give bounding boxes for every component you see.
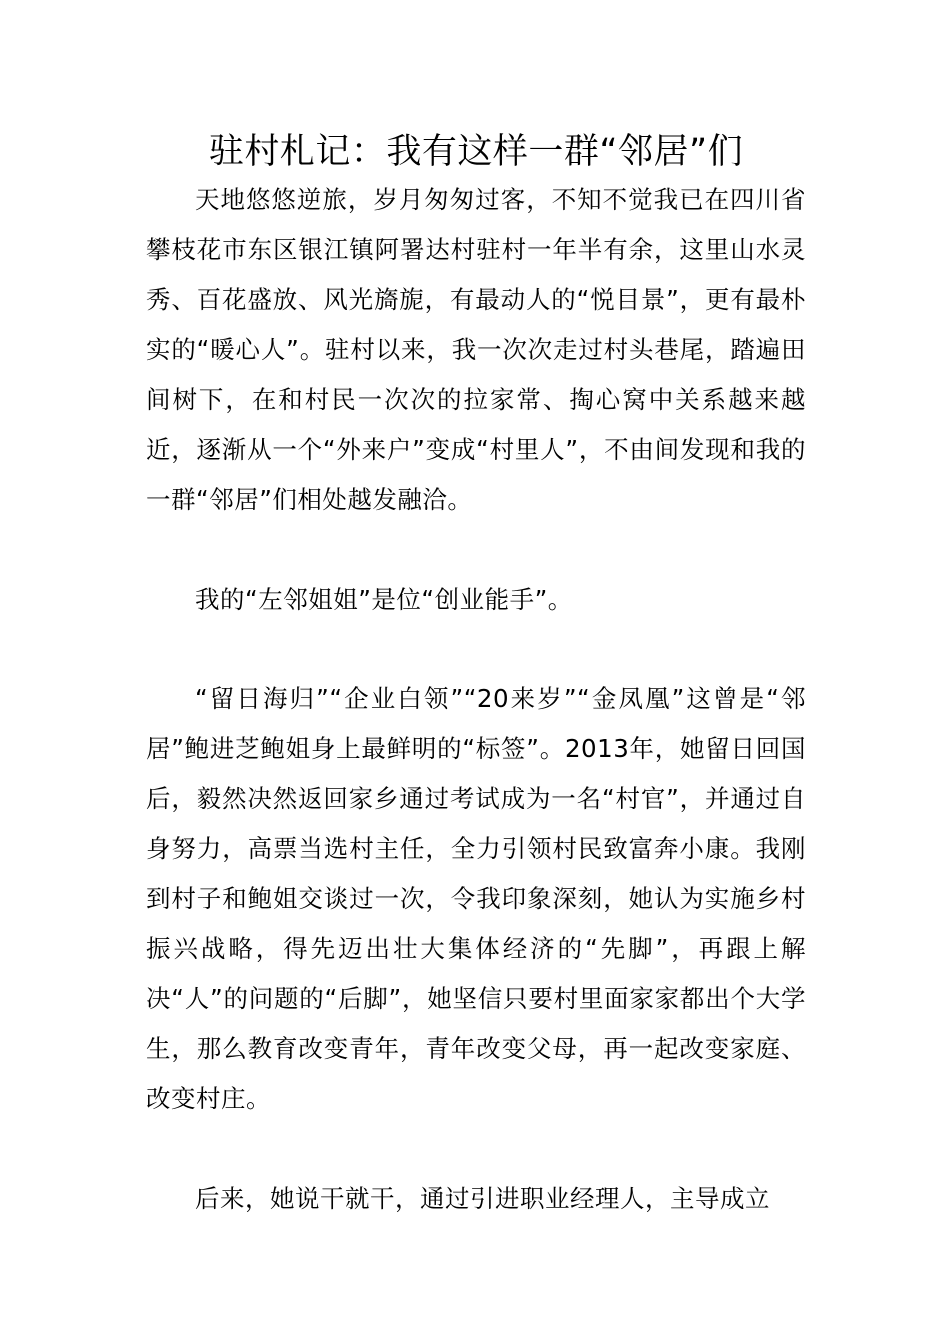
paragraph-intro: 天地悠悠逆旅，岁月匆匆过客，不知不觉我已在四川省攀枝花市东区银江镇阿署达村驻村一年半有余，这里山水灵秀、百花盛放、风光旖旎，有最动人的“悦目景”，更有最朴实的“暖心人”。驻村以来，我一次次走过村头巷尾，踏遍田间树下，在和村民一次次的拉家常、掏心窝中关系越来越近，逐渐从一个“外来户”变成“村里人”，不由间发现和我的一群“邻居”们相处越发融洽。 [146,185,806,514]
paragraph-body: “留日海归”“企业白领”“20来岁”“金凤凰”这曾是“邻居”鲍进芝鲍姐身上最鲜明的“标签”。2013年，她留日回国后，毅然决然返回家乡通过考试成为一名“村官”，并通过自身努力，高票当选村主任，全力引领村民致富奔小康。我刚到村子和鲍姐交谈过一次，令我印象深刻，她认为实施乡村振兴战略，得先迈出壮大集体经济的“先脚”，再跟上解决“人”的问题的“后脚”，她坚信只要村里面家家都出个大学生，那么教育改变青年，青年改变父母，再一起改变家庭、改变村庄。 [146,684,806,1113]
paragraph-continuation: 后来，她说干就干，通过引进职业经理人，主导成立 [195,1184,770,1213]
paragraph-section-heading: 我的“左邻姐姐”是位“创业能手”。 [195,585,573,614]
document-title: 驻村札记：我有这样一群“邻居”们 [208,132,744,172]
